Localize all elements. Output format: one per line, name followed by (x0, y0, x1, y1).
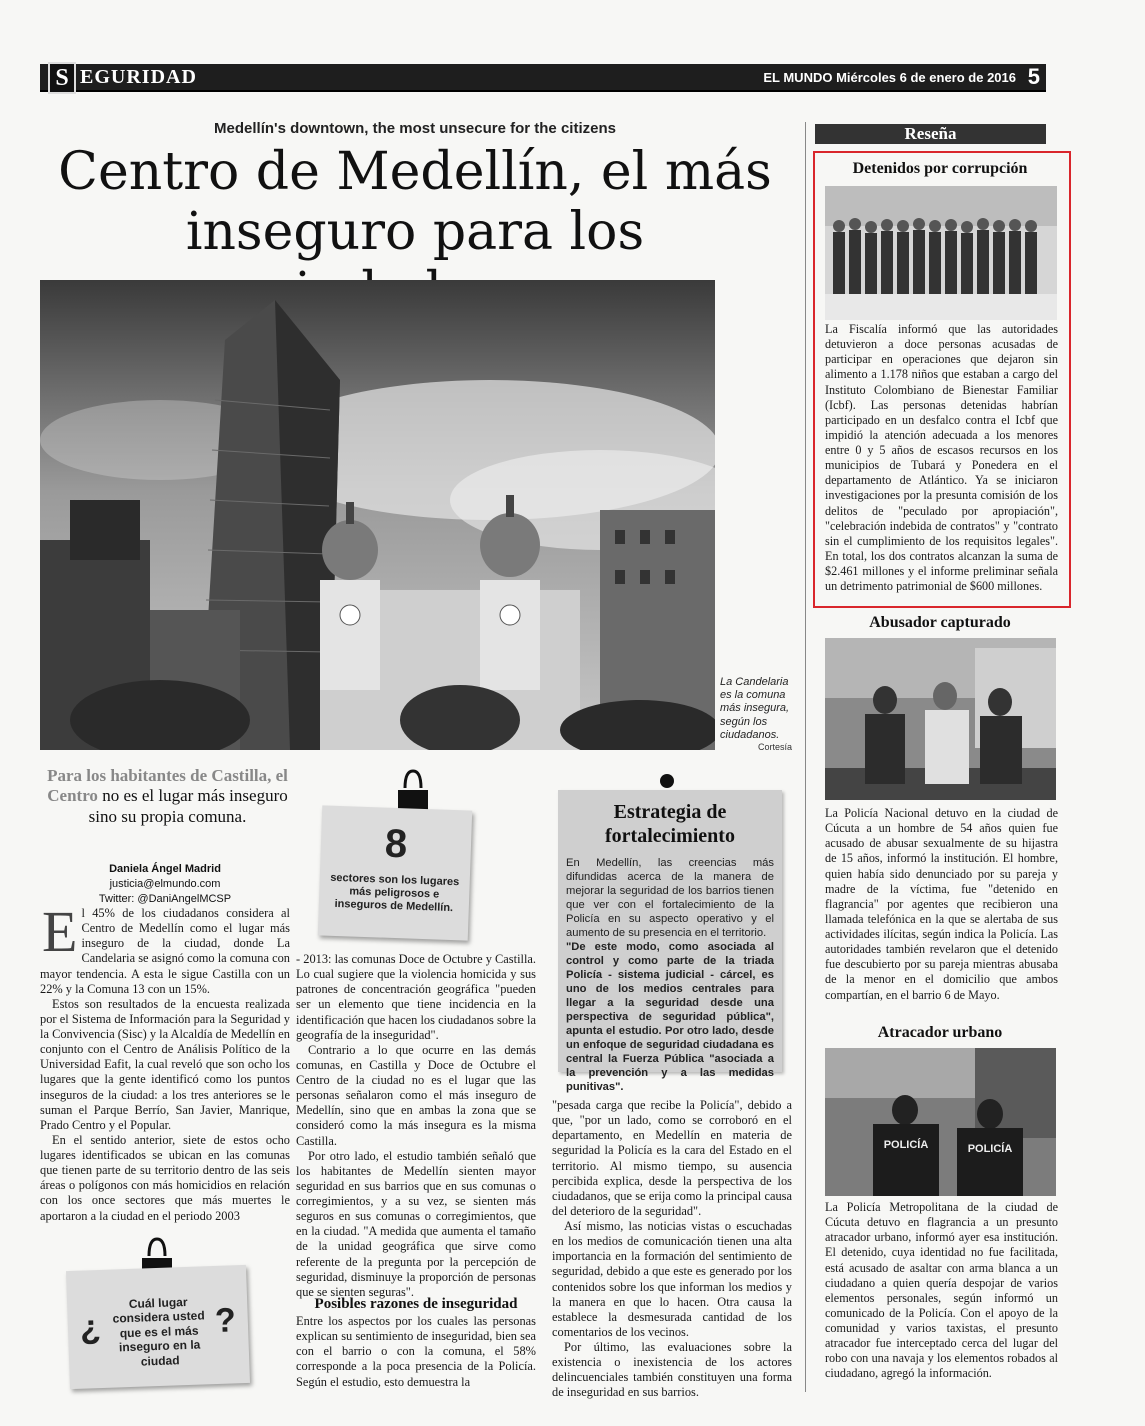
headline: Centro de Medellín, el más inseguro para los (58, 142, 772, 262)
article-column-1 (40, 899, 290, 1224)
col2-paragraph-3: Por otro lado, el estudio también señaló que los habitantes de Medellín sienten mayor seguridad en sus barrios que en sus comunas o corregimientos, y a su vez, se sienten más seguros en sus comunas o corregimientos, que en la ciudad. "A medida que aumenta el tamaño de la unidad geográfica que sirve como referente de la pregunta por la percepción de seguridad, disminuye la proporción de personas que se sienten seguras". (296, 1148, 536, 1299)
column-rule (805, 122, 806, 1392)
question-note-card (66, 1265, 250, 1389)
stat-number: 8 (384, 821, 408, 867)
col2-paragraph-1: - 2013: las comunas Doce de Octubre y Castilla. Lo cual sugiere que la violencia homicida y sus patrones de concentración geográfica "pueden ser un elemento que tiene incidencia en la identificación que hacen los ciudadanos sobre la geografía de la inseguridad". (296, 952, 536, 1042)
pull-quote-text: no es el lugar más inseguro sino su propia comuna. (88, 786, 288, 826)
author-email: justicia@elmundo.com (109, 877, 221, 890)
stat-text: sectores son los lugares más peligrosos e inseguros de Medellín. (330, 871, 460, 915)
main-photo-candelaria (40, 280, 715, 750)
article-column-3 (552, 1098, 792, 1401)
photo-caption: La Candelaria es la comuna más insegura, según los ciudadanos. (720, 676, 790, 741)
strategy-title: Estrategia de fortalecimiento (605, 801, 735, 847)
story3-text: La Policía Metropolitana de la ciudad de Cúcuta detuvo en flagrancia a un presunto atracador urbano, informó ayer esa institución. El detenido, cuya identidad no fue facilitada, está acusado de asaltar con arma blanca a un ciudadano a quien quería despojar de varios elementos personales, según informó un comunicado de la Policía. Con el apoyo de la comunidad y varios taxistas, el presunto atracador fue interceptado cerca del lugar del robo con una navaja y los elementos robados al ciudadano, agregó la información. (825, 1200, 1058, 1381)
drop-cap: E (42, 899, 78, 964)
story3-headline: Atracador urbano (877, 1024, 1003, 1041)
church-cityscape-illustration (40, 280, 715, 750)
story2-text: La Policía Nacional detuvo en la ciudad de Cúcuta a un hombre de 54 años quien fue acusado de abusar sexualmente de su hijastra de 15 años, informó la institución. El hombre, quien había sido denunciado por su pareja y madre de la víctima, fue "detenido en flagrancia" por agentes que recibieron una llamada telefónica en la que se alertaba de sus actividades ilícitas, según indica la Policía. Las autoridades también revelaron que el detenido fue descubierto por su pareja mientras abusaba de la menor en el domicilio que ambos compartían, en el barrio 6 de Mayo. (825, 806, 1058, 1002)
section-title: EGURIDAD (80, 66, 197, 88)
binder-clip-icon (396, 768, 430, 812)
police-officers-illustration (825, 1048, 1056, 1196)
section-header-bar (40, 64, 1046, 92)
open-question-mark: ¿ (79, 1308, 102, 1347)
section-letter-badge: S (48, 62, 76, 94)
pull-quote (40, 766, 295, 827)
col2-paragraph-2: Contrario a lo que ocurre en las demás comunas, en Castilla y Doce de Octubre el Centro de la ciudad no es el lugar que las personas señalaron como el más inseguro de Medellín, sino que en ambas la zona que se consideró como la más insegura es la misma Castilla. (296, 1042, 536, 1148)
article-column-2-cont (296, 1314, 536, 1390)
paper-name-date: EL MUNDO Miércoles 6 de enero de 2016 (763, 70, 1016, 85)
col1-paragraph-3: En el sentido anterior, siete de estos ocho lugares identificados se ubican en las comunas que tienen parte de su territorio dentro de las seis áreas o polígonos con más homicidios en relación con los once sectores que más muertes le aportaron a la ciudad en el periodo 2003 (40, 1132, 290, 1223)
sidebar-title: Reseña (815, 124, 1046, 144)
arrest-photo (825, 638, 1056, 800)
subhead-reasons: Posibles razones de inseguridad (314, 1296, 518, 1312)
byline (40, 862, 290, 907)
question-text: Cuál lugar considera usted que es el más inseguro en la ciudad (112, 1294, 205, 1369)
story1-headline: Detenidos por corrupción (852, 160, 1028, 177)
strategy-paragraph-1: En Medellín, las creencias más difundidas acerca de la manera de mejorar la seguridad de los barrios tienen que ver con el fortalecimiento de la Policía en su aspecto operativo y el aumento de su presencia en el territorio. (566, 857, 774, 939)
strategy-paragraph-2: "De este modo, como asociada al control y como parte de la triada Policía - sistema judicial - cárcel, es uno de los medios centrales para llegar a la seguridad desde una perspectiva de seguridad pública", apunta el estudio. Por otro lado, desde un enfoque de seguridad ciudadana es central la Fuerza Pública "asociada a la prevención y a las medidas punitivas". (566, 941, 774, 1093)
col1-paragraph-1: l 45% de los ciudadanos considera al Centro de Medellín como el lugar más inseguro de la ciudad, donde La Candelaria se asignó como la comuna con mayor tendencia. A esta le sigue Castilla con un 22% y la Comuna 13 con un 15%. (40, 906, 290, 996)
col3-paragraph-2: Así mismo, las noticias vistas o escuchadas en los medios de comunicación tienen una alta importancia en la formación del sentimiento de seguridad, debido a que este es generado por los contenidos sobre los que informan los medios y la manera en que lo hacen. Otra causa la establece la desmesurada cantidad de los comentarios de los vecinos. (552, 1219, 792, 1339)
col2-paragraph-4: Entre los aspectos por los cuales las personas explican su sentimiento de inseguridad, bien sea con el barrio o con la comuna, el 58% corresponde a la poca presencia de la Policía. Según el estudio, esto demuestra la (296, 1314, 536, 1389)
detainees-lineup-illustration (825, 186, 1057, 320)
story1-text: La Fiscalía informó que las autoridades detuvieron a doce personas acusadas de participar en operaciones que dejaron sin alimento a 1.178 niños que estaban a cargo del Instituto Colombiano de Bienestar Familiar (Icbf). Las personas detenidas habrían participado en un desfalco contra el Icbf que impidió la atención adecuada a los menores entre 0 y 5 años de escasos recursos en los municipios de Tubará y Ponedera en el departamento de Atlántico. Ya se iniciaron investigaciones por la presunta comisión de los delitos de "peculado por apropiación", "celebración indebida de contratos" y "contrato sin el cumplimiento de los requisitos legales". En total, los dos contratos alcanzan la suma de $2.461 millones y el informe preliminar señala un detrimento patrimonial de $600 millones. (825, 322, 1058, 594)
english-kicker: Medellín's downtown, the most unsecure for the citizens (214, 120, 616, 137)
photo-credit: Cortesía (757, 742, 792, 752)
police-photo (825, 1048, 1056, 1196)
author-twitter: Twitter: @DaniAngelMCSP (98, 892, 232, 905)
author-name: Daniela Ángel Madrid (109, 863, 221, 875)
detainees-photo (825, 186, 1057, 320)
col1-paragraph-2: Estos son resultados de la encuesta realizada por el Sistema de Información para la Seguridad y la Convivencia (Sisc) y la Alcaldía de Medellín en conjunto con el Centro de Análisis Político de la Universidad Eafit, la cual reveló que son ocho los lugares que la gente identificó como los puntos inseguros de la ciudad: a los tres anteriores se le suman el Parque Berrío, San Javier, Manrique, Prado Centro y el Popular. (40, 996, 290, 1132)
strategy-body (566, 856, 774, 1094)
arrest-scene-illustration (825, 638, 1056, 800)
col3-paragraph-1: "pesada carga que recibe la Policía", debido a que, "por un lado, como se corroboró en el departamento, en Medellín en materia de seguridad la Policía es la cara del Estado en el territorio. Al mismo tiempo, su ausencia percibida explica, desde la perspectiva de los ciudadanos, que se erija como la principal causa del deterioro de la seguridad". (552, 1098, 792, 1218)
pushpin-icon (660, 774, 674, 788)
police-vest-text-2: POLICÍA (967, 1143, 1013, 1155)
police-vest-text-1: POLICÍA (883, 1139, 929, 1151)
article-column-2 (296, 952, 536, 1300)
pull-quote-highlight: Para los habitantes de Castilla, el Centro (47, 766, 288, 806)
story2-headline: Abusador capturado (869, 614, 1011, 631)
col3-paragraph-3: Por último, las evaluaciones sobre la existencia o inexistencia de los actores delincuenciales también constituyen una forma de inseguridad en sus barrios. (552, 1340, 792, 1400)
close-question-mark: ? (214, 1301, 237, 1340)
stat-note-card (318, 805, 472, 940)
page-number: 5 (1027, 64, 1040, 89)
